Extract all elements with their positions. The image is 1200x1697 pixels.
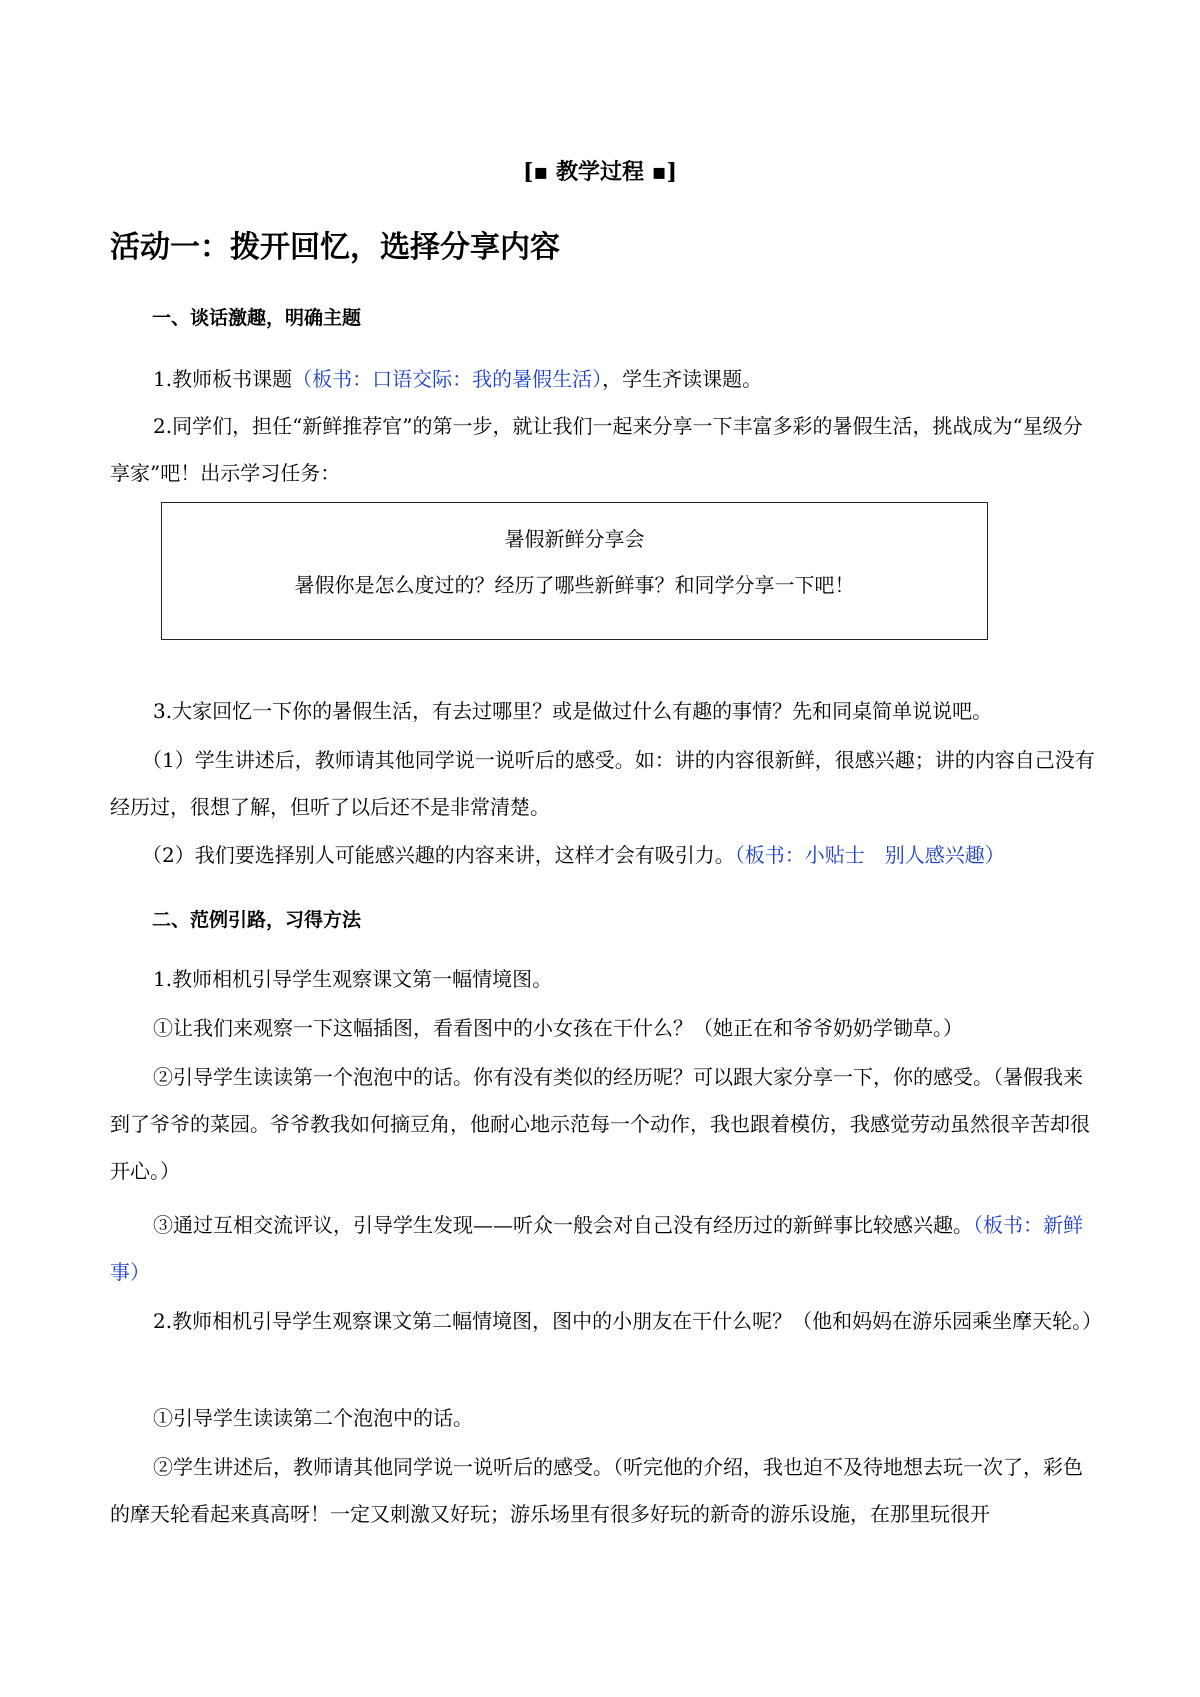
part2-heading: 二、范例引路，习得方法 <box>152 909 362 931</box>
part2-paragraph-2: 2.教师相机引导学生观察课文第二幅情境图，图中的小朋友在干什么呢？（他和妈妈在游乐园乘坐摩天轮。） <box>153 1309 1103 1333</box>
activity-title: 活动一：拨开回忆，选择分享内容 <box>110 230 560 265</box>
board-note: （板书：新鲜事） <box>110 1213 1083 1284</box>
part1-paragraph-2: 2.同学们，担任“新鲜推荐官”的第一步，就让我们一起来分享一下丰富多彩的暑假生活，挑战成为“星级分享家”吧！出示学习任务： <box>110 414 1083 485</box>
paragraph-text: （2）我们要选择别人可能感兴趣的内容来讲，这样才会有吸引力。 <box>142 843 735 867</box>
part2-paragraph-1c <box>110 1202 1100 1296</box>
board-note: （板书：小贴士 别人感兴趣） <box>734 843 1005 867</box>
paragraph-text: ，学生齐读课题。 <box>602 367 763 391</box>
paragraph-text: ③通过互相交流评议，引导学生发现——听众一般会对自己没有经历过的新鲜事比较感兴趣。 <box>153 1213 973 1237</box>
task-box-title: 暑假新鲜分享会 <box>504 527 645 551</box>
part1-paragraph-3: 3.大家回忆一下你的暑假生活，有去过哪里？或是做过什么有趣的事情？先和同桌简单说说吧。 <box>153 699 993 723</box>
part2-paragraph-1b: ②引导学生读读第一个泡泡中的话。你有没有类似的经历呢？可以跟大家分享一下，你的感受。（暑假我来到了爷爷的菜园。爷爷教我如何摘豆角，他耐心地示范每一个动作，我也跟着模仿，我感觉劳动虽然很辛苦却很开心。） <box>110 1065 1090 1183</box>
part2-paragraph-2b: ②学生讲述后，教师请其他同学说一说听后的感受。（听完他的介绍，我也迫不及待地想去玩一次了，彩色的摩天轮看起来真高呀！一定又刺激又好玩；游乐场里有很多好玩的新奇的游乐设施，在那里玩很开 <box>110 1455 1083 1526</box>
task-box-text: 暑假你是怎么度过的？经历了哪些新鲜事？和同学分享一下吧！ <box>294 573 855 597</box>
part2-paragraph-2a: ①引导学生读读第二个泡泡中的话。 <box>153 1406 473 1430</box>
part1-paragraph-1 <box>110 356 1100 403</box>
board-note: （板书：口语交际：我的暑假生活） <box>292 367 603 391</box>
part2-paragraph-1: 1.教师相机引导学生观察课文第一幅情境图。 <box>153 967 553 991</box>
part1-paragraph-3b <box>110 832 1100 879</box>
part2-paragraph-1a: ①让我们来观察一下这幅插图，看看图中的小女孩在干什么？（她正在和爷爷奶奶学锄草。） <box>153 1016 963 1040</box>
paragraph-text: 1.教师板书课题 <box>153 367 293 391</box>
part1-paragraph-3a: （1）学生讲述后，教师请其他同学说一说听后的感受。如：讲的内容很新鲜，很感兴趣；讲的内容自己没有经历过，很想了解，但听了以后还不是非常清楚。 <box>110 748 1095 819</box>
part1-heading: 一、谈话激趣，明确主题 <box>152 307 362 329</box>
section-title: [▪ 教学过程 ▪] <box>523 159 677 185</box>
task-box <box>161 502 988 640</box>
